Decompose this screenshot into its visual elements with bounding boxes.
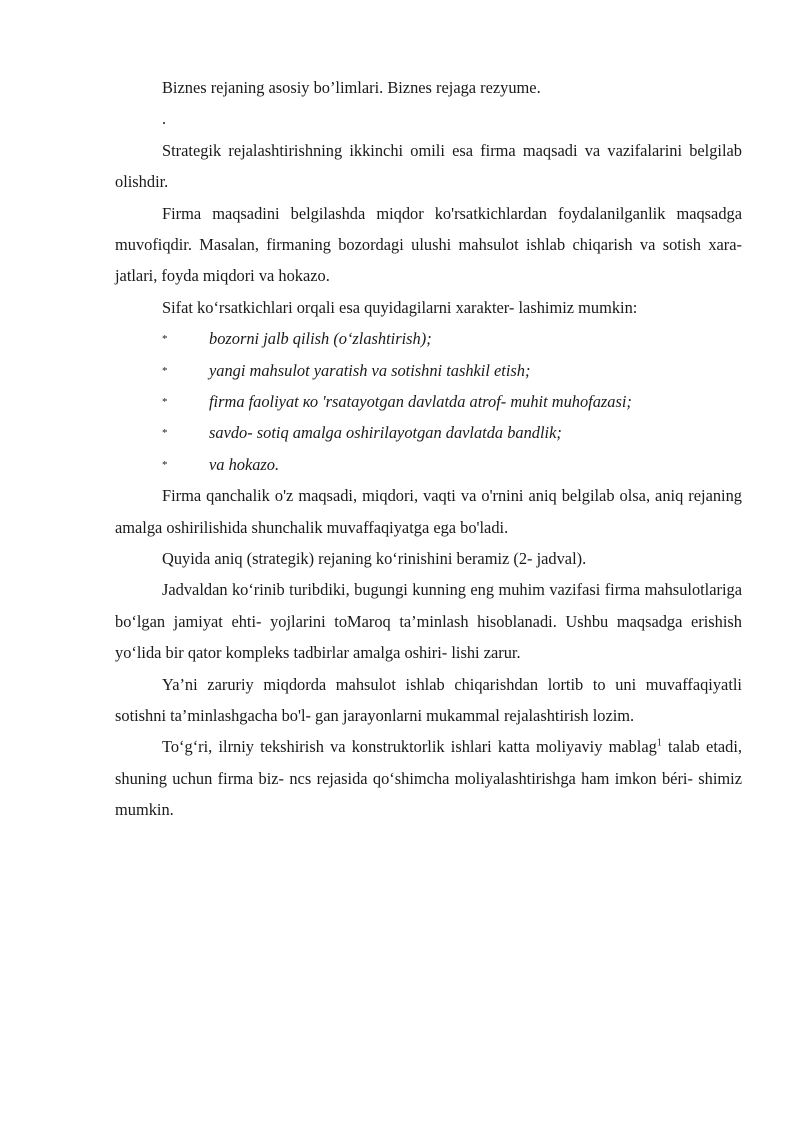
list-item-text: savdo- sotiq amalga oshirilayotgan davlatda bandlik; — [209, 423, 562, 443]
list-item — [115, 355, 742, 386]
bullet: * — [162, 333, 168, 346]
paragraph: Strategik rejalashtirishning ikkinchi omili esa firma maqsadi va vazifalarini belgilab olishdir. — [115, 140, 742, 192]
paragraph: Jadvaldan ko‘rinib turibdiki, bugungi kunning eng muhim vazifasi firma mahsulotlariga bo‘lgan jamiyat ehti- yojlarini toMaroq ta’minlash hisoblanadi. Ushbu maqsadga erishish yo‘lida bir qator kompleks tadbirlar amalga oshiri- lishi zarur. — [115, 580, 742, 663]
list-item — [115, 323, 742, 354]
paragraph-last — [115, 731, 742, 825]
last-paragraph-end: talab etadi, shuning uchun firma biz- ncs rejasida qo‘shimcha moliyalashtirishga ham imkon béri- shimiz mumkin. — [115, 737, 743, 820]
list-item — [115, 386, 742, 417]
paragraph: Quyida aniq (strategik) rejaning ko‘rinishini beramiz (2- jadval). — [162, 549, 587, 568]
paragraph: Firma maqsadini belgilashda miqdor ko'rsatkichlardan foydalanilganlik maqsadga muvofiqdir. Masalan, firmaning bozordagi ulushi mahsulot ishlab chiqarish va sotish xara- jatlari, foyda miqdori va hokazo. — [115, 203, 742, 286]
list-item — [115, 449, 742, 480]
paragraph: Sifat ko‘rsatkichlari orqali esa quyidagilarni xarakter- lashimiz mumkin: — [162, 297, 638, 317]
list-item-text: yangi mahsulot yaratish va sotishni tashkil etish; — [209, 360, 531, 380]
section-heading: Biznes rejaning asosiy bo’limlari. Biznes rejaga rezyume. — [162, 78, 541, 97]
bullet: * — [162, 396, 168, 409]
list-item-text: firma faoliyat ко 'rsatayotgan davlatda atrof- muhit muhofazasi; — [209, 392, 632, 412]
bullet: * — [162, 364, 168, 377]
quality-indicators-list — [115, 323, 742, 480]
paragraph: Firma qanchalik o'z maqsadi, miqdori, vaqti va o'rnini aniq belgilab olsa, aniq rejaning amalga oshirilishida shunchalik muvaffaqiyatga ega bo'ladi. — [115, 486, 742, 537]
bullet: * — [162, 427, 168, 440]
list-item-text: va hokazo. — [209, 454, 280, 474]
list-item-text: bozorni jalb qilish (o‘zlashtirish); — [209, 329, 432, 349]
document-page — [115, 72, 742, 826]
last-paragraph-start: To‘g‘ri, ilrniy tekshirish va konstruktorlik ishlari katta moliyaviy mablag — [162, 737, 657, 757]
footnote-marker: 1 — [656, 737, 662, 749]
bullet: * — [162, 458, 168, 471]
paragraph: Ya’ni zaruriy miqdorda mahsulot ishlab chiqarishdan lortib to uni muvaffaqiyatli sotishni ta’minlashgacha bo'l- gan jarayonlarni mukammal rejalashtirish lozim. — [115, 674, 742, 726]
list-item — [115, 417, 742, 448]
dot-line: . — [162, 109, 167, 129]
